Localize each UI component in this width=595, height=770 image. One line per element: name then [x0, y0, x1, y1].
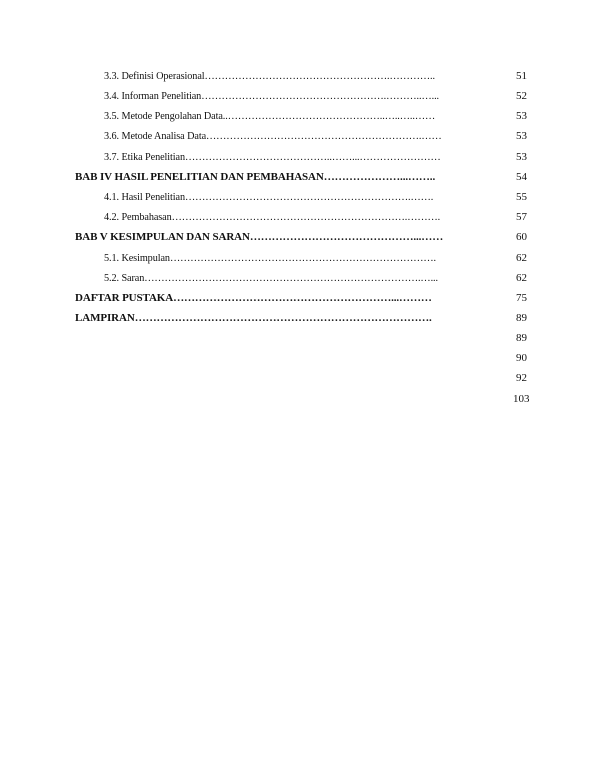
page-number: 62 — [516, 272, 527, 284]
page-number: 57 — [516, 211, 527, 223]
toc-entry-bab-iv: BAB IV HASIL PENELITIAN DAN PEMBAHASAN…………………...…….. — [75, 171, 436, 183]
page-number: 90 — [516, 352, 527, 364]
toc-entry-3-5: 3.5. Metode Pengolahan Data..………………………………………..…..…..…… — [104, 110, 436, 122]
page-number: 75 — [516, 292, 527, 304]
page-number: 103 — [513, 393, 530, 405]
toc-entry-3-6: 3.6. Metode Analisa Data……………………………………………………….…… — [104, 130, 442, 142]
page-number: 53 — [516, 151, 527, 163]
page-number: 89 — [516, 312, 527, 324]
page-number: 52 — [516, 90, 527, 102]
toc-entry-3-3: 3.3. Definisi Operasional……………………………………………….………….. — [104, 70, 435, 82]
page-number: 60 — [516, 231, 527, 243]
page-number: 54 — [516, 171, 527, 183]
page-number: 55 — [516, 191, 527, 203]
toc-entry-4-1: 4.1. Hasil Penelitian………………………………………………………….……. — [104, 191, 434, 203]
page-number: 53 — [516, 110, 527, 122]
toc-entry-4-2: 4.2. Pembahasan…………………………………………………………….………. — [104, 211, 441, 223]
page-number: 89 — [516, 332, 527, 344]
toc-entry-3-7: 3.7. Etika Penelitian……………………………………..……...…………………… — [104, 151, 441, 163]
page-number: 92 — [516, 372, 527, 384]
page-number: 53 — [516, 130, 527, 142]
toc-entry-3-4: 3.4. Informan Penelitian……………………………………………….………..…... — [104, 90, 440, 102]
page-number: 51 — [516, 70, 527, 82]
page-number: 62 — [516, 252, 527, 264]
toc-entry-5-1: 5.1. Kesimpulan……………………………………………………………………. — [104, 252, 436, 264]
toc-entry-lampiran: LAMPIRAN………………………………………………………………………. — [75, 312, 432, 324]
toc-entry-daftar-pustaka: DAFTAR PUSTAKA……………………………………………………...……… — [75, 292, 432, 304]
toc-entry-5-2: 5.2. Saran……………………………………………………………………….…... — [104, 272, 438, 284]
toc-entry-bab-v: BAB V KESIMPULAN DAN SARAN………………………………………...…… — [75, 231, 444, 243]
